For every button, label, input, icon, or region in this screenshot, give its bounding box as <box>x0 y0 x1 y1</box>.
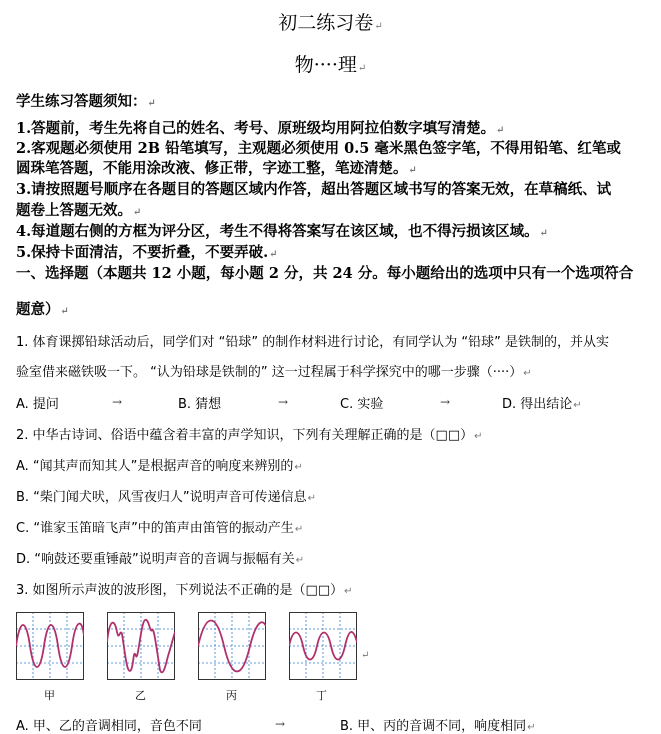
subject-title: 物····理↵ <box>294 54 367 76</box>
q2-option-b: B. “柴门闻犬吠，风雪夜归人”说明声音可传递信息↵ <box>16 490 317 505</box>
notice-line-6: 4.每道题右侧的方框为评分区，考生不得将答案写在该区域，也不得污损该区域。↵ <box>16 223 549 240</box>
page-title: 初二练习卷↵ <box>278 12 383 34</box>
q2-option-a: A. “闻其声而知其人”是根据声音的响度来辨别的↵ <box>16 459 303 474</box>
notice-line-1: 1.答题前，考生先将自己的姓名、考号、原班级均用阿拉伯数字填写清楚。↵ <box>16 120 505 137</box>
waveform-yi <box>107 612 175 680</box>
tab-arrow: → <box>278 395 289 409</box>
waveform-label-bing: 丙 <box>226 689 237 702</box>
para-mark: ↵ <box>361 650 370 661</box>
q2-stem: 2. 中华古诗词、俗语中蕴含着丰富的声学知识，下列有关理解正确的是（□□）↵ <box>16 428 483 443</box>
q1-option-b: B. 猜想 <box>178 397 222 412</box>
q2-option-c: C. “谁家玉笛暗飞声”中的笛声由笛管的振动产生↵ <box>16 521 304 536</box>
q1-option-a: A. 提问 <box>16 397 59 412</box>
section1-title-line2: 题意）↵ <box>16 301 69 318</box>
q1-option-d: D. 得出结论↵ <box>502 397 582 412</box>
q3-option-b: B. 甲、丙的音调不同，响度相同↵ <box>340 719 536 734</box>
q1-stem-line2: 验室借来磁铁吸一下。 “认为铅球是铁制的” 这一过程属于科学探究中的哪一步骤（····）↵ <box>16 365 532 380</box>
q3-option-a: A. 甲、乙的音调相同，音色不同 <box>16 719 202 734</box>
waveform-jia <box>16 612 84 680</box>
waveform-label-jia: 甲 <box>44 689 55 702</box>
notice-line-3: 圆珠笔答题，不能用涂改液、修正带，字迹工整，笔迹清楚。↵ <box>16 160 417 177</box>
tab-arrow: → <box>112 395 123 409</box>
q3-stem: 3. 如图所示声波的波形图，下列说法不正确的是（□□）↵ <box>16 583 353 598</box>
waveform-bing <box>198 612 266 680</box>
tab-arrow: → <box>440 395 451 409</box>
waveform-label-ding: 丁 <box>316 689 327 702</box>
waveform-label-yi: 乙 <box>135 689 146 702</box>
q1-stem-line1: 1. 体育课掷铅球活动后，同学们对 “铅球” 的制作材料进行讨论，有同学认为 “铅球” 是铁制的，并从实 <box>16 335 610 350</box>
notice-line-2: 2.客观题必须使用 2B 铅笔填写，主观题必须使用 0.5 毫米黑色签字笔，不得用铅笔、红笔或 <box>16 140 621 157</box>
notice-heading: 学生练习答题须知：↵ <box>16 93 156 110</box>
section1-title-line1: 一、选择题（本题共 12 小题，每小题 2 分，共 24 分。每小题给出的选项中只有一个选项符合 <box>16 265 634 282</box>
q2-option-d: D. “响鼓还要重锤敲”说明声音的音调与振幅有关↵ <box>16 552 305 567</box>
notice-line-5: 题卷上答题无效。↵ <box>16 202 142 219</box>
q1-option-c: C. 实验 <box>340 397 384 412</box>
notice-line-4: 3.请按照题号顺序在各题目的答题区域内作答，超出答题区域书写的答案无效，在草稿纸、试 <box>16 181 612 198</box>
notice-line-7: 5.保持卡面清洁，不要折叠，不要弄破.↵ <box>16 244 278 261</box>
waveform-ding <box>289 612 357 680</box>
tab-arrow: → <box>275 717 286 731</box>
